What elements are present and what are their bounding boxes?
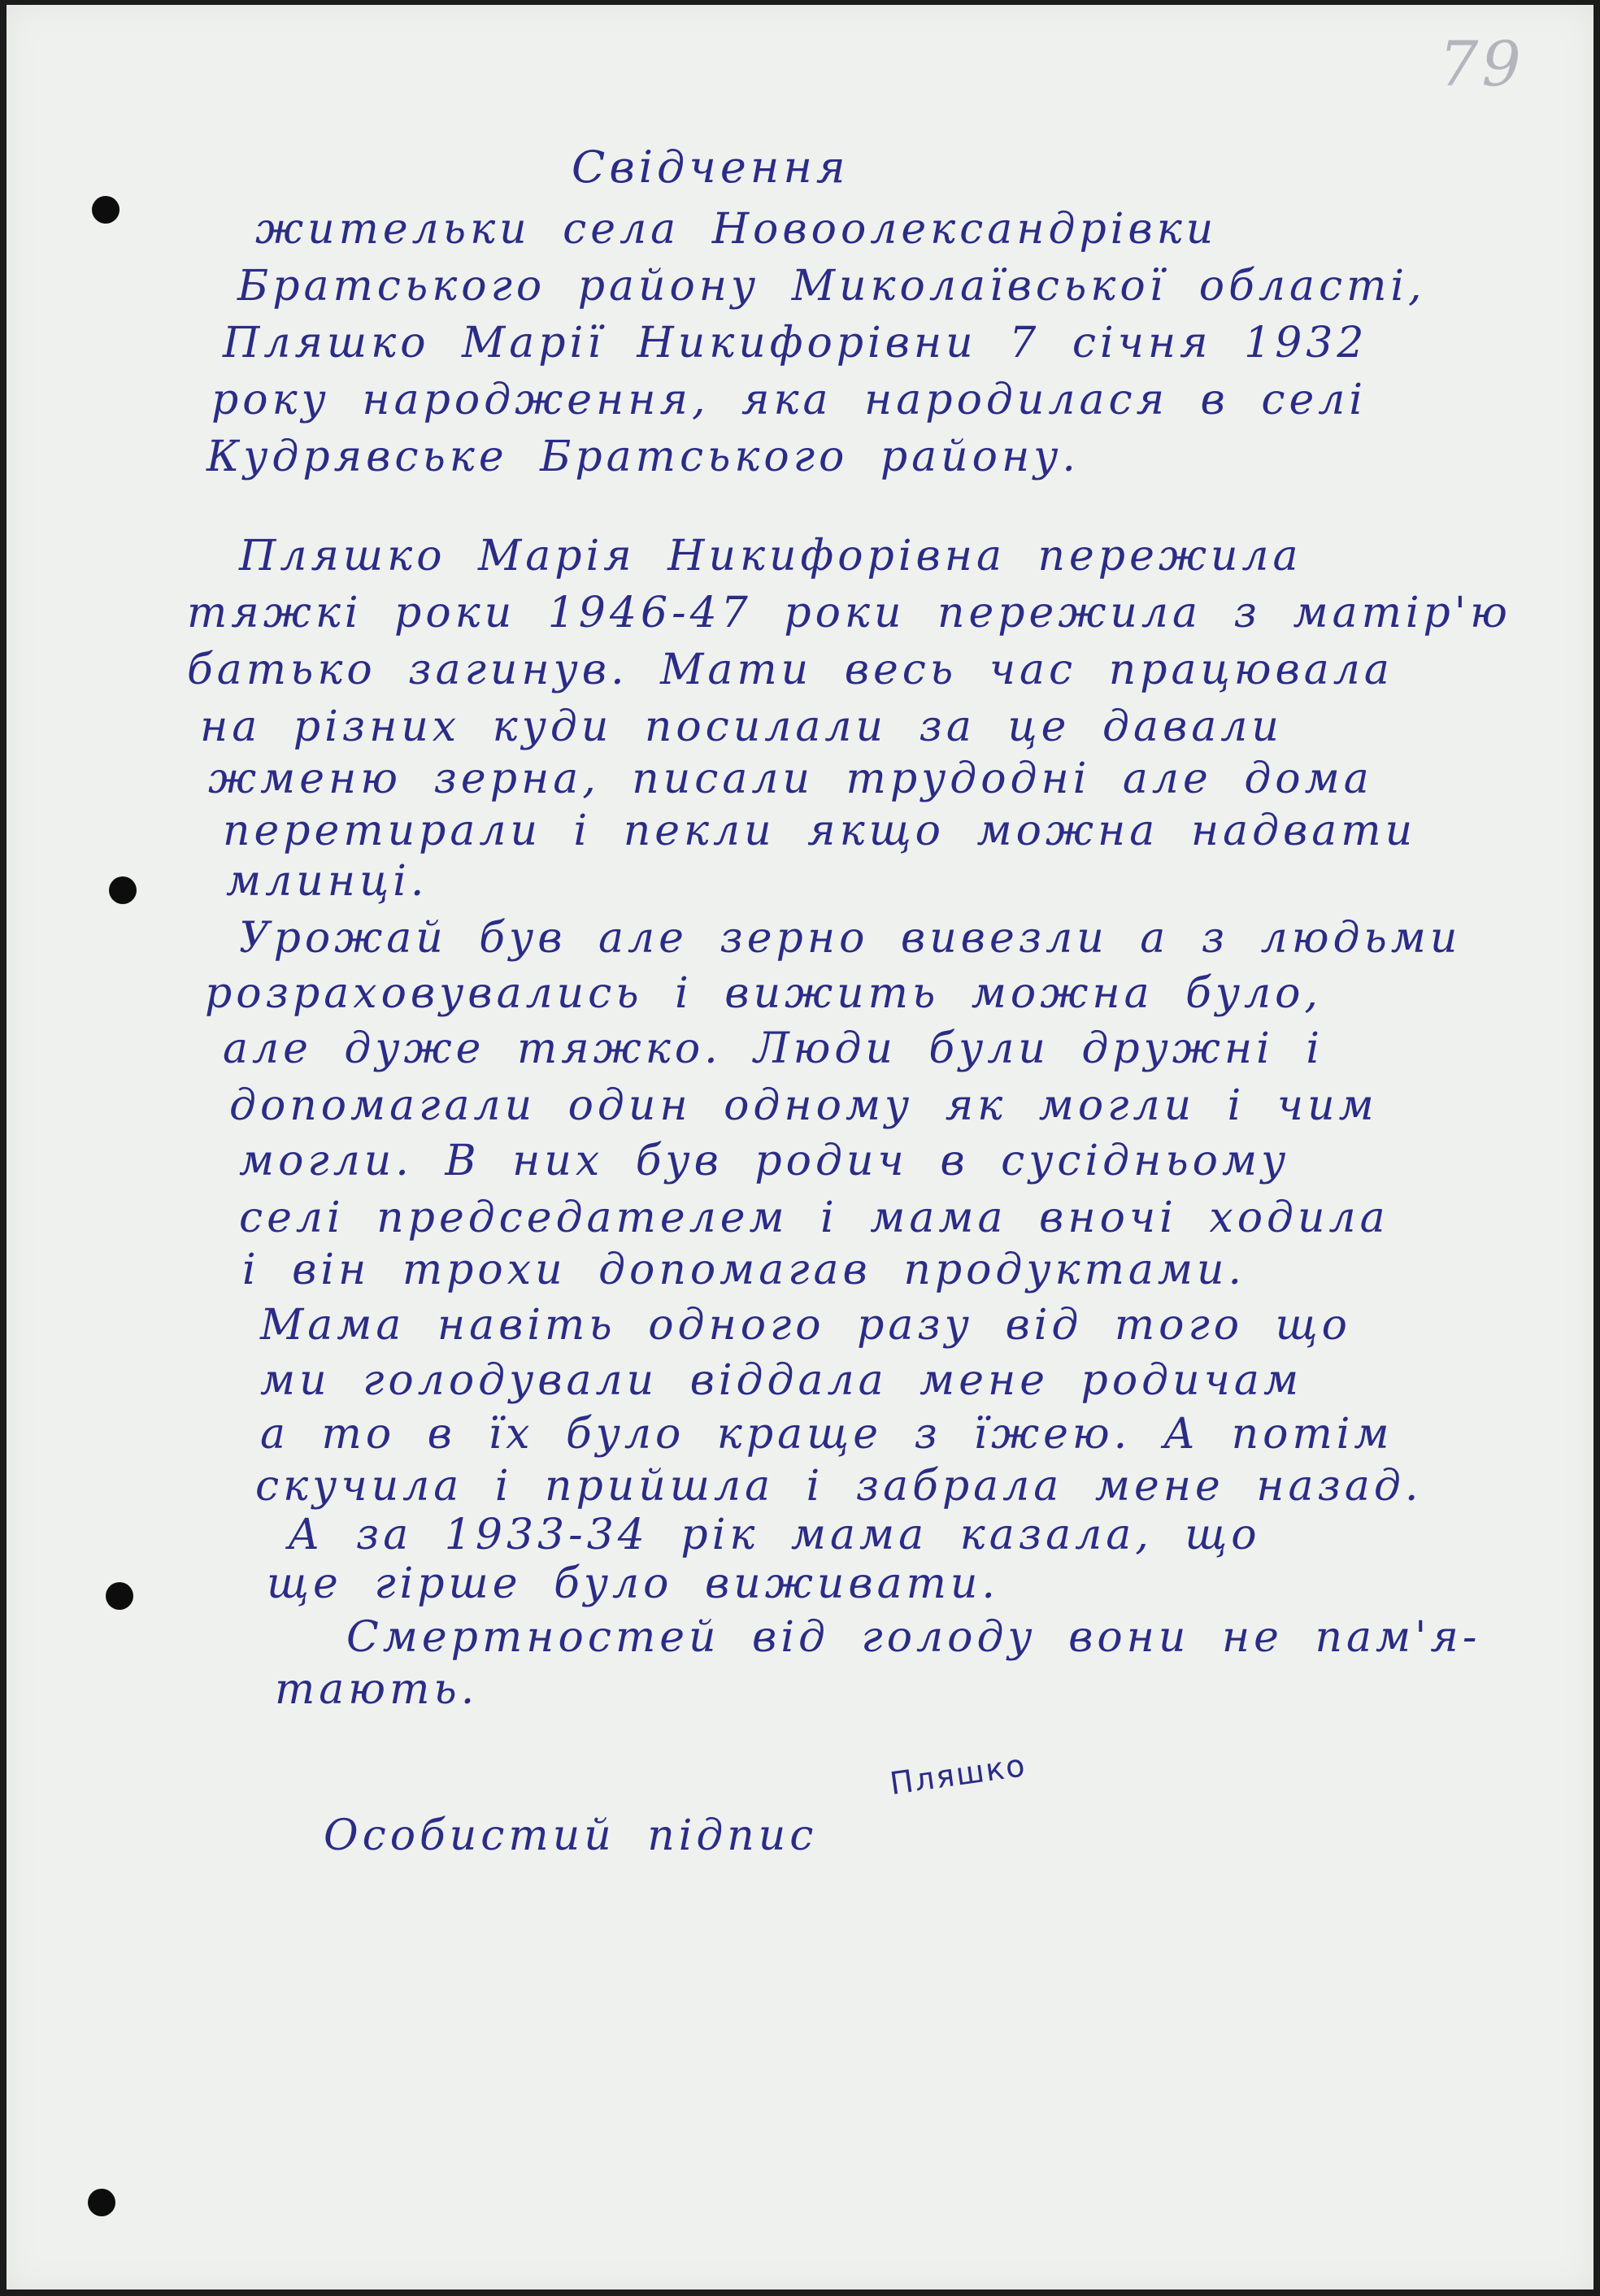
body-line: допомагали один одному як могли і чим [229,1081,1378,1130]
body-line: селі председателем і мама вночі ходила [239,1194,1389,1242]
body-line: ми голодували віддала мене родичам [260,1356,1303,1405]
body-line: могли. В них був родич в сусідньому [239,1137,1290,1185]
header-line: року народження, яка народилася в селі [211,376,1367,424]
body-line: але дуже тяжко. Люди були дружні і [223,1024,1324,1073]
signature-label: Особистий підпис [324,1811,818,1860]
body-line: ще гірше було виживати. [267,1559,999,1608]
paper-sheet [7,5,1593,2289]
body-line: і він трохи допомагав продуктами. [242,1246,1246,1294]
punch-hole-2 [109,876,137,904]
header-line: жительки села Новоолександрівки [255,205,1218,254]
body-line: розраховувались і вижить можна було, [205,969,1322,1018]
body-line: на різних куди посилали за це давали [200,702,1283,751]
punch-hole-4 [88,2189,115,2216]
punch-hole-3 [106,1582,133,1610]
header-line: Братського району Миколаївської області, [237,262,1426,311]
body-line: скучила і прийшла і забрала мене назад. [255,1462,1423,1511]
page-number: 79 [1439,28,1524,100]
body-line: перетирали і пекли якщо можна надвати [223,807,1417,855]
body-line: Смертностей від голоду вони не пам'я- [346,1613,1481,1662]
header-line: Кудрявське Братського району. [207,433,1080,481]
document-heading: Свідчення [572,141,850,193]
body-line: млинці. [226,857,428,906]
body-line: А за 1933-34 рік мама казала, що [288,1511,1261,1559]
body-line: тають. [275,1665,479,1714]
body-line: жменю зерна, писали трудодні але дома [208,754,1373,803]
body-line: Мама навіть одного разу від того що [260,1301,1351,1350]
body-line: тяжкі роки 1946-47 роки пережила з матір'ю [187,589,1511,637]
punch-hole-1 [92,196,120,224]
header-line: Пляшко Марії Никифорівни 7 січня 1932 [223,319,1368,367]
handwritten-signature: Пляшко [887,1746,1029,1802]
body-line: батько загинув. Мати весь час працювала [187,646,1393,694]
body-line: а то в їх було краще з їжею. А потім [260,1410,1393,1459]
body-line: Урожай був але зерно вивезли а з людьми [239,914,1462,963]
body-line: Пляшко Марія Никифорівна пережила [239,532,1302,581]
